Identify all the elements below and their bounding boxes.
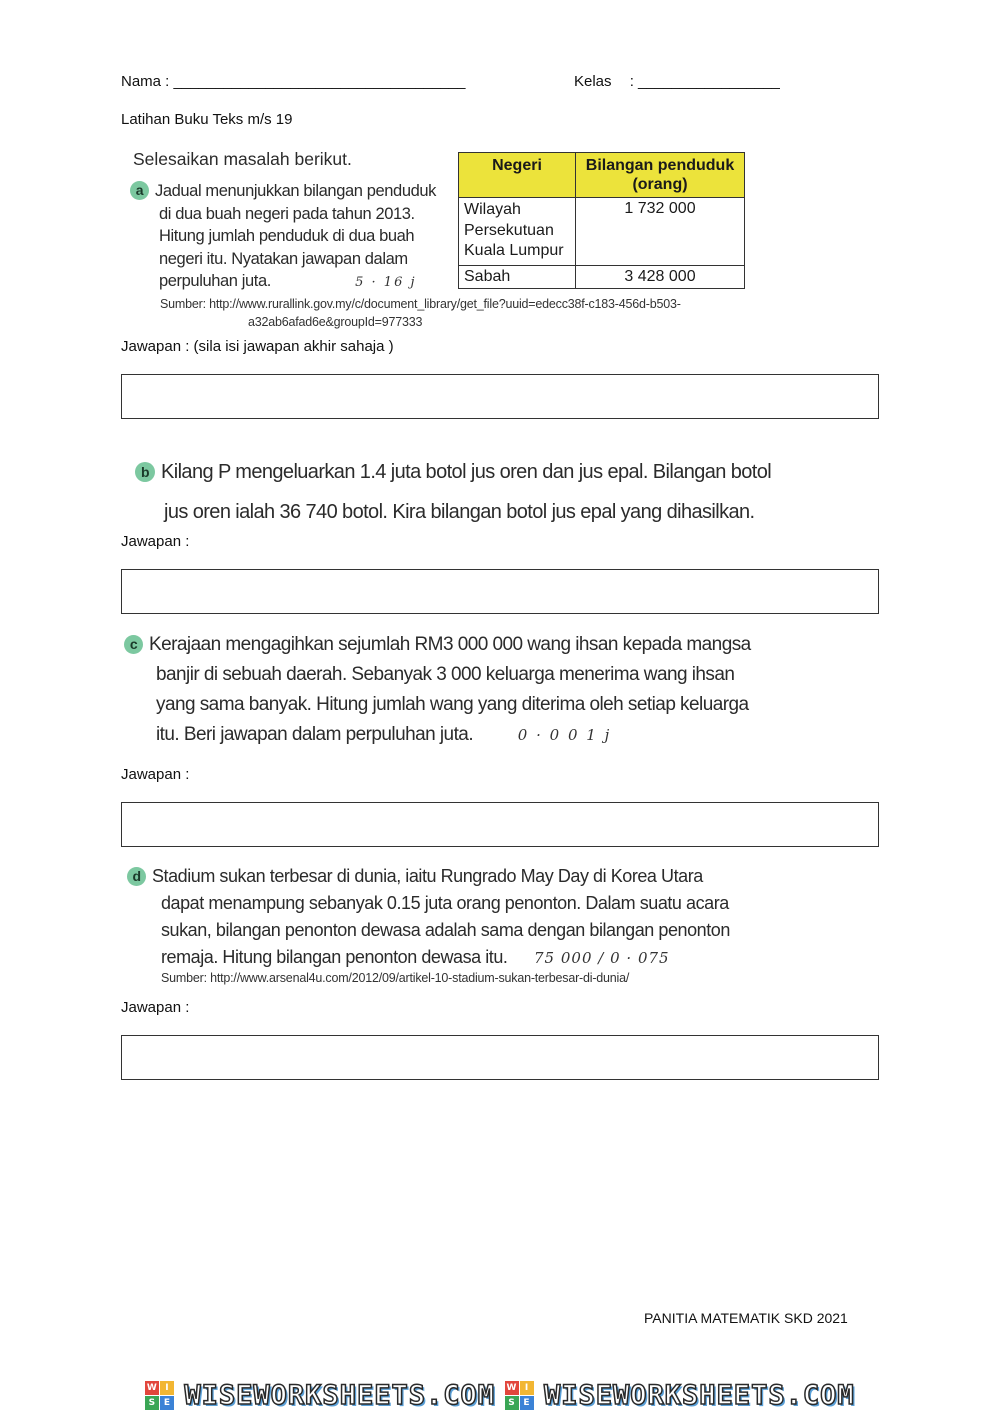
table-cell-negeri: Sabah — [459, 265, 576, 288]
nama-label: Nama : — [121, 73, 170, 90]
question-d-badge: d — [127, 867, 146, 886]
question-c-line: yang sama banyak. Hitung jumlah wang yang diterima oleh setiap keluarga — [156, 694, 749, 715]
population-table-wrapper — [458, 152, 745, 289]
kelas-field — [574, 73, 780, 90]
question-b — [135, 452, 771, 532]
handwritten-note: 5 · 16 j — [355, 275, 417, 290]
watermark-text: WISEWORKSHEETS.COM — [184, 1380, 495, 1411]
negeri-name-line: Kuala Lumpur — [464, 242, 564, 259]
kelas-label: Kelas — [574, 73, 612, 90]
nama-blank: ___________________________________ — [173, 73, 466, 90]
question-c-line: banjir di sebuah daerah. Sebanyak 3 000 keluarga menerima wang ihsan — [156, 664, 735, 685]
table-header: Bilangan penduduk (orang) — [576, 153, 745, 198]
answer-box-c[interactable] — [121, 802, 879, 847]
question-d-line: sukan, bilangan penonton dewasa adalah sama dengan bilangan penonton — [161, 920, 730, 940]
answer-box-a[interactable] — [121, 374, 879, 419]
answer-label-b: Jawapan : — [121, 533, 190, 550]
question-d-line: remaja. Hitung bilangan penonton dewasa itu. — [161, 947, 508, 967]
question-c — [124, 630, 751, 750]
answer-box-b[interactable] — [121, 569, 879, 614]
question-b-line: jus oren ialah 36 740 botol. Kira bilangan botol jus epal yang dihasilkan. — [164, 501, 755, 523]
question-c-line: itu. Beri jawapan dalam perpuluhan juta. — [156, 724, 474, 745]
table-row — [459, 198, 745, 266]
question-a-badge: a — [130, 181, 149, 200]
logo-letter: E — [520, 1396, 534, 1410]
source-citation: a32ab6afad6e&groupId=977333 — [248, 315, 423, 329]
table-cell-value: 3 428 000 — [576, 265, 745, 288]
question-c-line: Kerajaan mengagihkan sejumlah RM3 000 000 wang ihsan kepada mangsa — [149, 634, 751, 655]
wise-logo-icon — [145, 1381, 174, 1410]
negeri-name-line: Wilayah — [464, 201, 521, 218]
logo-letter: I — [520, 1381, 534, 1395]
table-cell-negeri — [459, 198, 576, 266]
kelas-blank: _________________ — [638, 73, 780, 90]
kelas-colon: : — [629, 73, 634, 90]
population-table — [458, 152, 745, 289]
logo-letter: S — [145, 1396, 159, 1410]
question-a-line: Jadual menunjukkan bilangan penduduk — [155, 182, 436, 200]
handwritten-note: 75 000 / 0 · 075 — [534, 949, 670, 967]
question-c-badge: c — [124, 635, 143, 654]
logo-letter: W — [146, 1383, 158, 1393]
question-a-line: Hitung jumlah penduduk di dua buah — [159, 227, 415, 245]
question-a-line: negeri itu. Nyatakan jawapan dalam — [159, 249, 408, 268]
instruction-text: Selesaikan masalah berikut. — [133, 149, 352, 169]
watermark-banner — [0, 1378, 1000, 1413]
nama-field — [121, 73, 466, 90]
watermark-text: WISEWORKSHEETS.COM — [544, 1380, 855, 1411]
question-d — [127, 863, 730, 972]
question-b-line: Kilang P mengeluarkan 1.4 juta botol jus oren dan jus epal. Bilangan botol — [161, 461, 772, 483]
wise-logo-icon — [505, 1381, 534, 1410]
negeri-name-line: Persekutuan — [464, 221, 554, 239]
source-citation: Sumber: http://www.arsenal4u.com/2012/09/artikel-10-stadium-sukan-terbesar-di-dunia/ — [161, 971, 630, 985]
question-a — [130, 180, 450, 295]
question-a-line: di dua buah negeri pada tahun 2013. — [159, 204, 415, 223]
page-subtitle: Latihan Buku Teks m/s 19 — [121, 111, 293, 128]
table-row — [459, 265, 745, 288]
answer-label-a: Jawapan : (sila isi jawapan akhir sahaja ) — [121, 338, 394, 355]
logo-letter: E — [160, 1396, 174, 1410]
logo-letter: S — [505, 1396, 519, 1410]
handwritten-note: 0 · 0 0 1 j — [517, 726, 612, 744]
question-b-badge: b — [135, 462, 155, 482]
answer-label-c: Jawapan : — [121, 766, 190, 783]
table-header: Negeri — [459, 153, 576, 198]
table-cell-value: 1 732 000 — [576, 198, 745, 266]
logo-letter: I — [160, 1381, 174, 1395]
answer-label-d: Jawapan : — [121, 999, 190, 1016]
question-d-line: Stadium sukan terbesar di dunia, iaitu Rungrado May Day di Korea Utara — [152, 866, 703, 886]
question-a-line: perpuluhan juta. — [159, 272, 271, 290]
source-citation: Sumber: http://www.rurallink.gov.my/c/document_library/get_file?uuid=edecc38f-c183-456d-b503- — [160, 297, 681, 311]
answer-box-d[interactable] — [121, 1035, 879, 1080]
question-d-line: dapat menampung sebanyak 0.15 juta orang penonton. Dalam suatu acara — [161, 893, 729, 913]
footer-panitia: PANITIA MATEMATIK SKD 2021 — [644, 1310, 848, 1326]
logo-letter: W — [506, 1383, 518, 1393]
